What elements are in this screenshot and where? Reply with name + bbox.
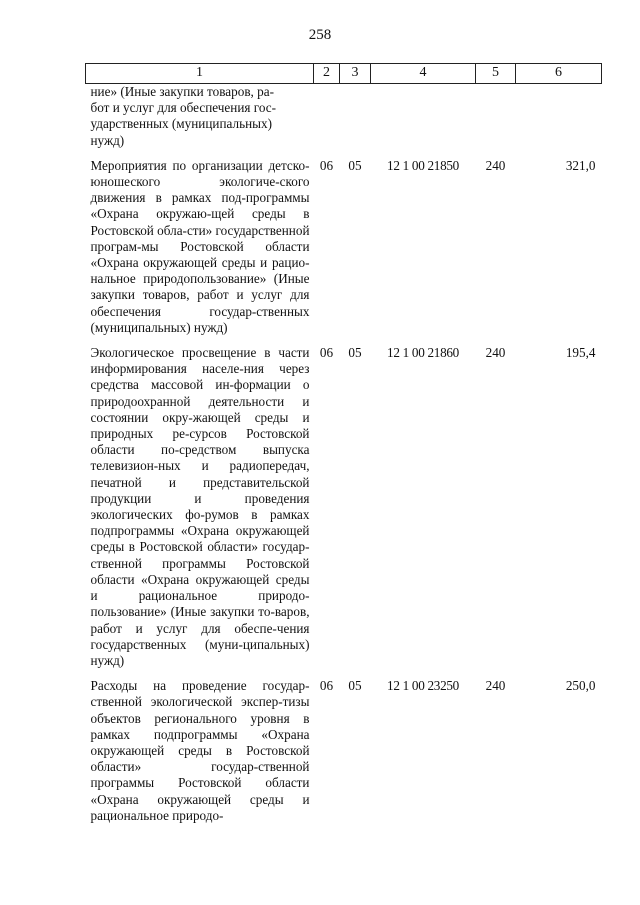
row-subsection: 05 <box>348 678 362 694</box>
row-name: ние» (Иные закупки товаров, ра- бот и услуг для обеспечения гос- ударственных (муниципальных) нужд) <box>90 84 276 148</box>
row-name: Экологическое просвещение в части информирования населе-ния через средства массовой ин-формации о природоохранной деятельности и состоянии окру-жающей среды и природных ре-сурсов Ростовской области по-средством выпуска телевизион-ных и радиопередач, печатной и представительской продукции и проведения экологических фо-румов в рамках подпрограммы «Охрана окружающей среды в Ростовской области» государ-ственной программы Ростовской области «Охрана окружающей среды и рациональное природо-пользование» (Иные закупки то-варов, работ и услуг для обеспе-чения государственных (муни-ципальных) нужд) <box>90 345 310 668</box>
column-header: 3 <box>340 64 371 84</box>
budget-table <box>85 63 602 824</box>
column-header: 2 <box>314 64 340 84</box>
row-expense-type: 240 <box>485 157 506 173</box>
row-amount: 195,4 <box>565 345 596 361</box>
row-target-code <box>371 84 476 149</box>
column-header: 6 <box>516 64 602 84</box>
row-name: Мероприятия по организации детско-юношеского экологиче-ского движения в рамках под-программы «Охрана окружаю-щей среды в Ростовской обла-сти» государственной програм-мы Ростовской области «Охрана окружающей среды и рацио-нальное природопользование» (Иные закупки товаров, работ и услуг для обеспечения государ-ственных (муниципальных) нужд) <box>90 157 310 335</box>
column-header: 4 <box>371 64 476 84</box>
table-row <box>86 678 602 824</box>
table-row <box>86 345 602 669</box>
row-section: 06 <box>319 157 334 173</box>
row-amount: 321,0 <box>565 157 596 173</box>
table-row <box>86 84 602 149</box>
row-target-code: 12 1 00 23250 <box>387 678 459 694</box>
page-number: 258 <box>308 27 332 43</box>
column-header: 1 <box>86 64 314 84</box>
row-expense-type: 240 <box>485 678 506 694</box>
row-expense-type: 240 <box>485 345 506 361</box>
table-header <box>86 64 602 84</box>
row-section <box>314 84 340 149</box>
row-amount <box>516 84 602 149</box>
row-target-code: 12 1 00 21850 <box>387 157 459 173</box>
row-subsection: 05 <box>348 345 362 361</box>
row-section: 06 <box>319 678 334 694</box>
row-subsection <box>340 84 371 149</box>
row-name: Расходы на проведение государ-ственной экологической экспер-тизы объектов регионального уровня в рамках подпрограммы «Охрана окружающей среды в Ростовской области» государ-ственной программы Ростовской области «Охрана окружающей среды и рациональное природо- <box>90 678 310 823</box>
column-header: 5 <box>476 64 516 84</box>
row-target-code: 12 1 00 21860 <box>387 345 459 361</box>
table-row <box>86 158 602 336</box>
row-section: 06 <box>319 345 334 361</box>
row-subsection: 05 <box>348 157 362 173</box>
row-amount: 250,0 <box>565 678 596 694</box>
row-expense-type <box>476 84 516 149</box>
